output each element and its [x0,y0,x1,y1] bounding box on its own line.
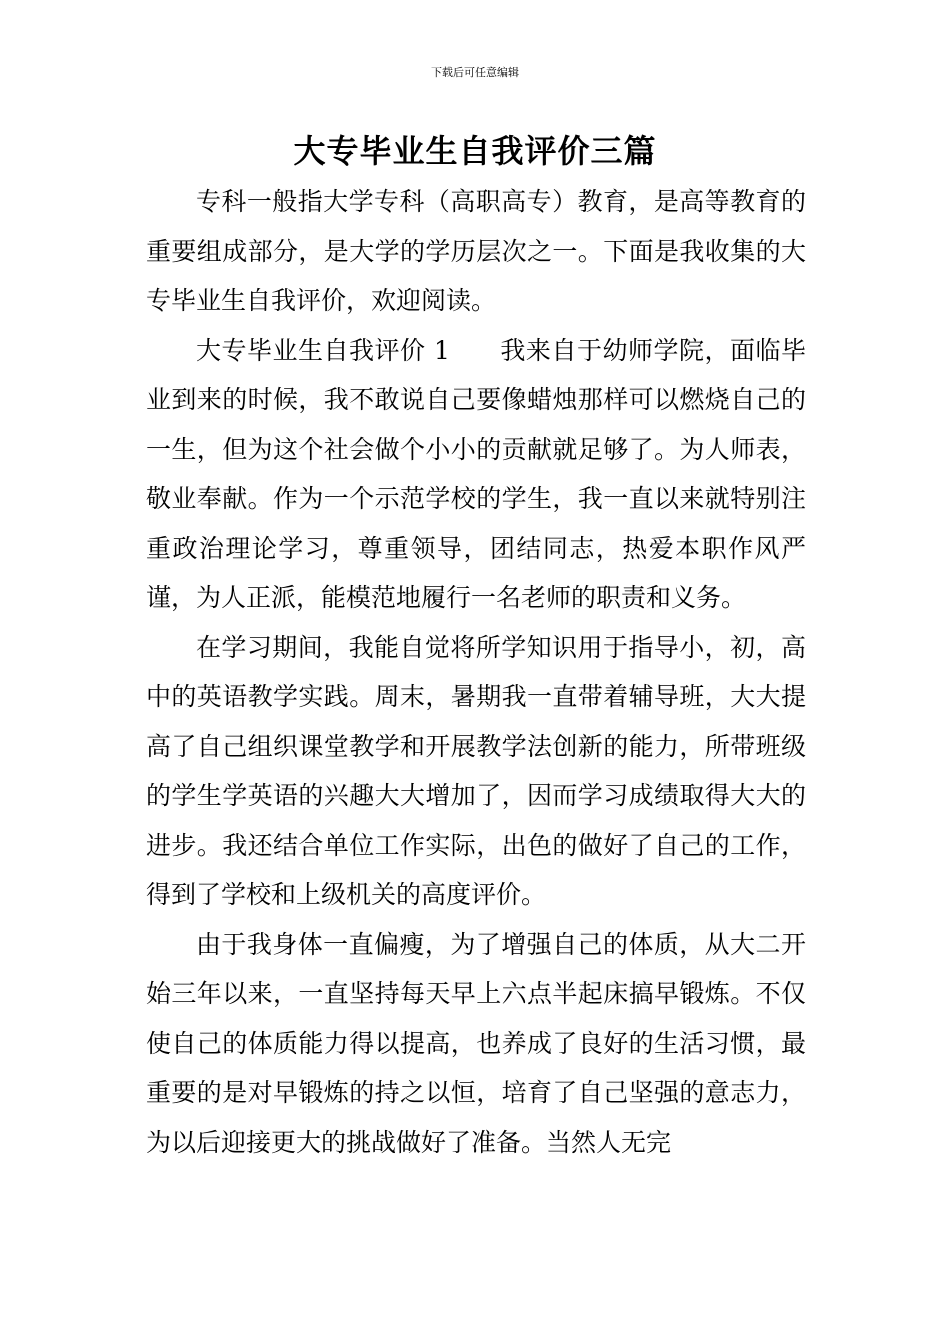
section1-heading: 大专毕业生自我评价 1 [196,335,450,365]
section1-paragraph-2: 在学习期间，我能自觉将所学知识用于指导小，初，高中的英语教学实践。周末，暑期我一直带着辅导班，大大提高了自己组织课堂教学和开展教学法创新的能力，所带班级的学生学英语的兴趣大大增加了，因而学习成绩取得大大的进步。我还结合单位工作实际，出色的做好了自己的工作，得到了学校和上级机关的高度评价。 [146,632,806,909]
document-body [146,177,806,1167]
document-title: 大专毕业生自我评价三篇 [293,132,657,170]
intro-paragraph: 专科一般指大学专科（高职高专）教育，是高等教育的重要组成部分，是大学的学历层次之一。下面是我收集的大专毕业生自我评价，欢迎阅读。 [146,187,806,315]
section1-first-paragraph [146,326,806,623]
page-header-note: 下载后可任意编辑 [431,66,519,79]
section1-paragraph-1-text: 我来自于幼师学院，面临毕业到来的时候，我不敢说自己要像蜡烛那样可以燃烧自己的一生，但为这个社会做个小小的贡献就足够了。为人师表，敬业奉献。作为一个示范学校的学生，我一直以来就特别注重政治理论学习，尊重领导，团结同志，热爱本职作风严谨，为人正派，能模范地履行一名老师的职责和义务。 [146,335,806,612]
section1-paragraph-3: 由于我身体一直偏瘦，为了增强自己的体质，从大二开始三年以来，一直坚持每天早上六点半起床搞早锻炼。不仅使自己的体质能力得以提高，也养成了良好的生活习惯，最重要的是对早锻炼的持之以恒，培育了自己坚强的意志力，为以后迎接更大的挑战做好了准备。当然人无完 [146,929,806,1157]
